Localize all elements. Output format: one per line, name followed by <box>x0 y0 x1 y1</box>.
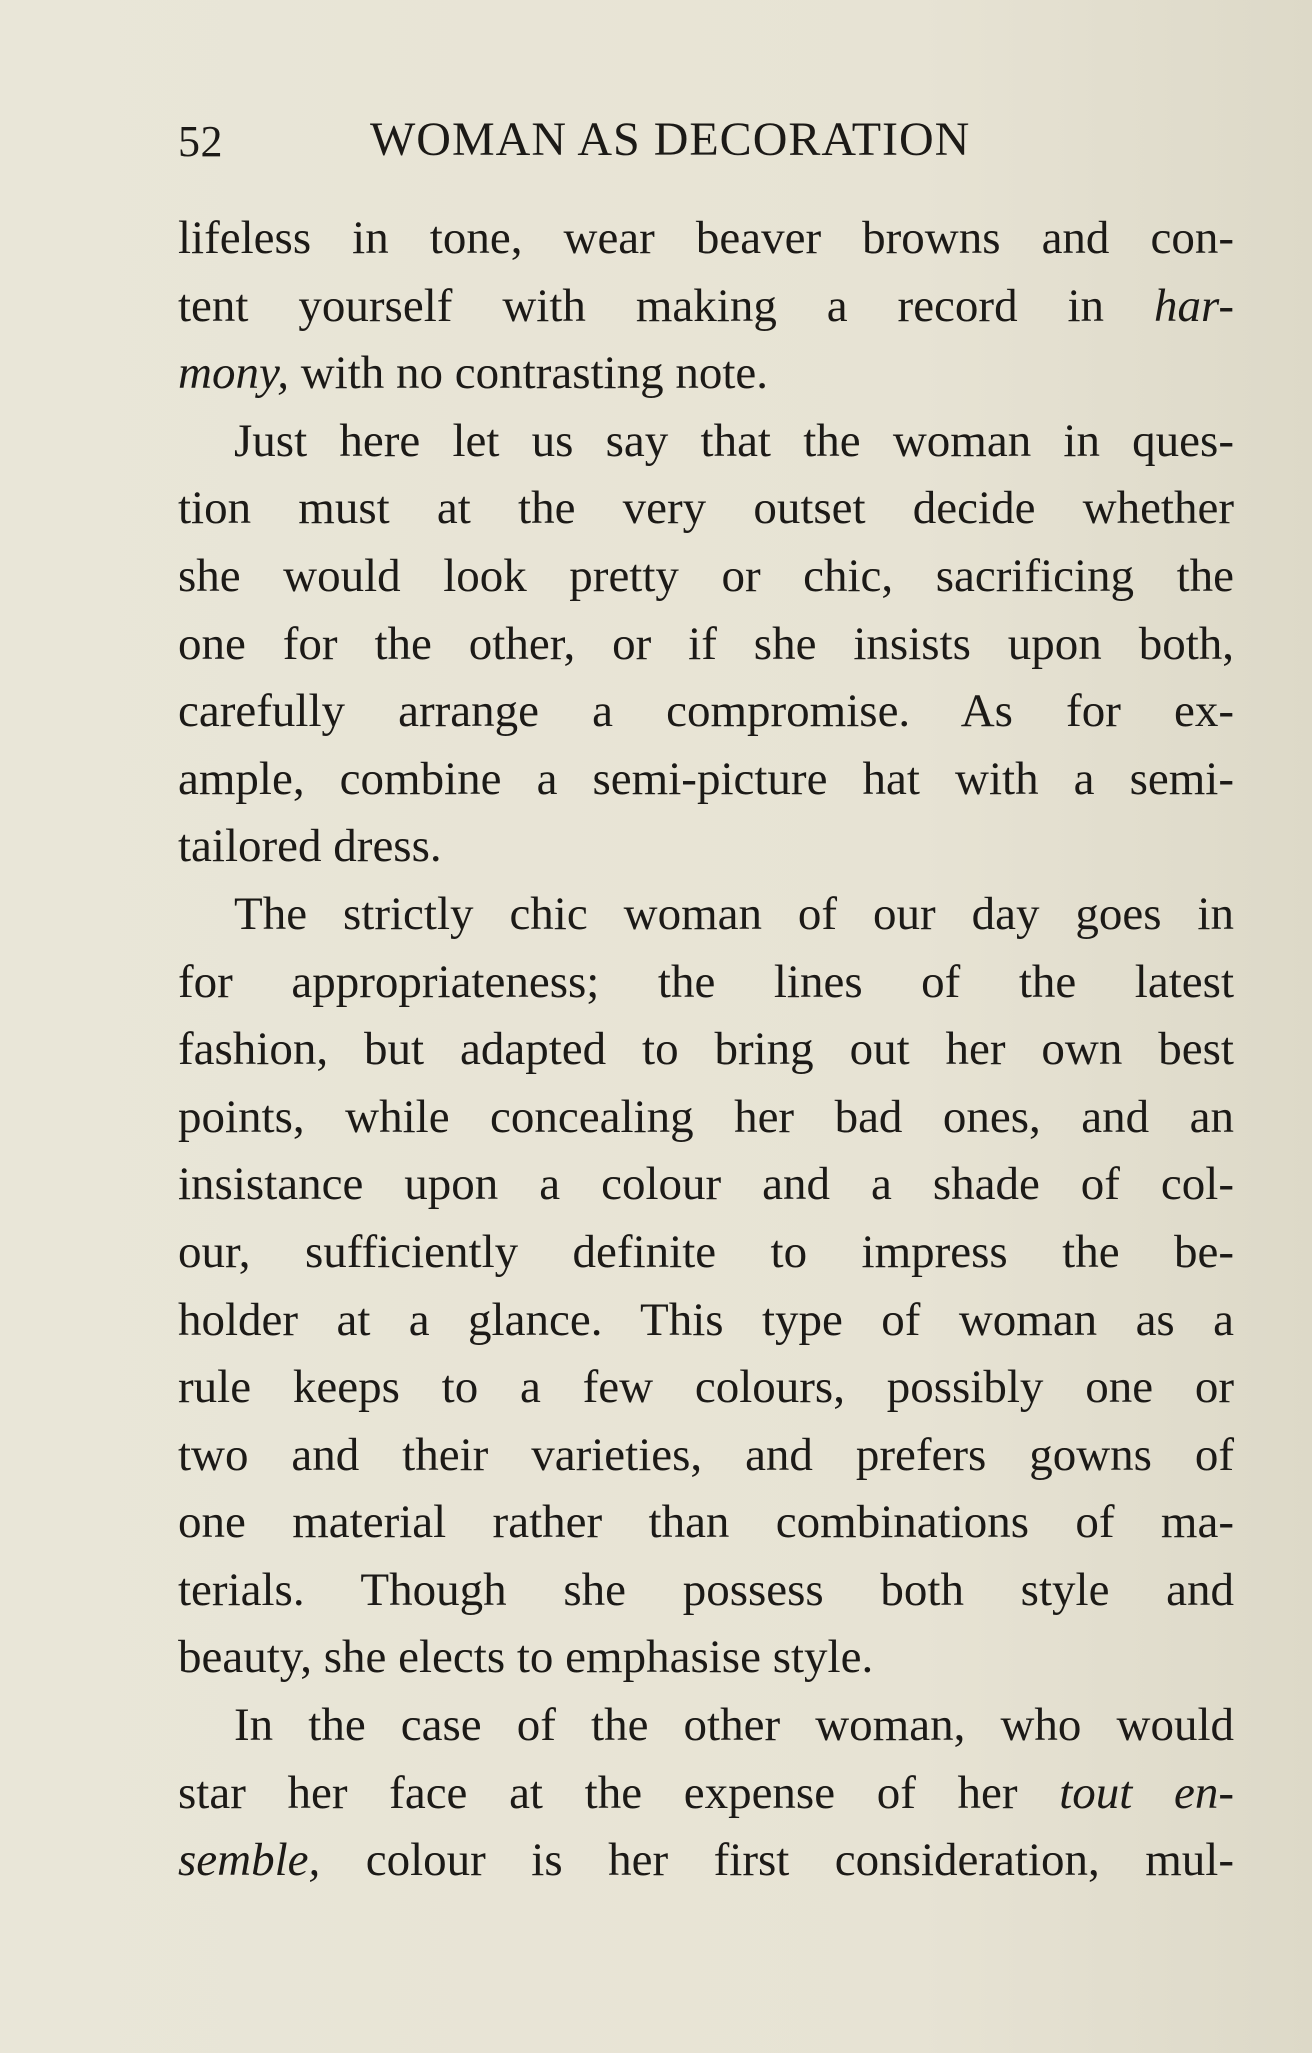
text-line: lifeless in tone, wear beaver browns and con- <box>178 212 1234 264</box>
running-title: WOMAN AS DECORATION <box>370 113 971 166</box>
body-text <box>178 205 1234 1895</box>
text-line: tailored dress. <box>178 820 442 873</box>
text-line-with-italic <box>178 340 1234 408</box>
text-line: terials. Though she possess both style and <box>178 1563 1234 1616</box>
paragraph-start-line: Just here let us say that the woman in ques- <box>234 414 1234 467</box>
italic-phrase: har- <box>1153 279 1234 332</box>
text-segment: colour is her first consideration, mul- <box>320 1834 1234 1887</box>
text-line: ample, combine a semi-picture hat with a semi- <box>178 752 1234 805</box>
text-line: points, while concealing her bad ones, and an <box>178 1090 1234 1143</box>
text-line: tion must at the very outset decide whether <box>178 482 1234 535</box>
text-line-with-italic <box>178 1760 1234 1828</box>
italic-phrase: tout en- <box>1059 1766 1234 1819</box>
text-line-with-italic <box>178 1827 1234 1895</box>
text-line: two and their varieties, and prefers gowns of <box>178 1428 1234 1481</box>
text-line: she would look pretty or chic, sacrificing the <box>178 549 1234 602</box>
text-segment: with no contrasting note. <box>288 347 769 400</box>
text-line: holder at a glance. This type of woman as a <box>178 1293 1234 1346</box>
text-segment: star her face at the expense of her <box>178 1766 1060 1819</box>
page-header <box>178 112 1048 172</box>
text-line: insistance upon a colour and a shade of col- <box>178 1158 1234 1211</box>
text-line: fashion, but adapted to bring out her own best <box>178 1023 1234 1076</box>
text-line: one for the other, or if she insists upon both, <box>178 617 1234 670</box>
text-line: one material rather than combinations of ma- <box>178 1496 1234 1549</box>
page-number: 52 <box>178 117 223 166</box>
text-line: our, sufficiently definite to impress the be- <box>178 1225 1234 1278</box>
text-line: carefully arrange a compromise. As for ex- <box>178 685 1234 738</box>
text-line: for appropriateness; the lines of the latest <box>178 955 1234 1008</box>
paragraph-start-line: The strictly chic woman of our day goes in <box>234 887 1234 940</box>
text-segment: tent yourself with making a record in <box>178 279 1154 332</box>
text-line: beauty, she elects to emphasise style. <box>178 1631 874 1684</box>
italic-phrase: semble, <box>178 1834 321 1887</box>
text-line: rule keeps to a few colours, possibly one or <box>178 1361 1234 1414</box>
paragraph-start-line: In the case of the other woman, who would <box>234 1699 1234 1752</box>
italic-phrase: mony, <box>178 347 289 400</box>
text-line-with-italic <box>178 273 1234 341</box>
